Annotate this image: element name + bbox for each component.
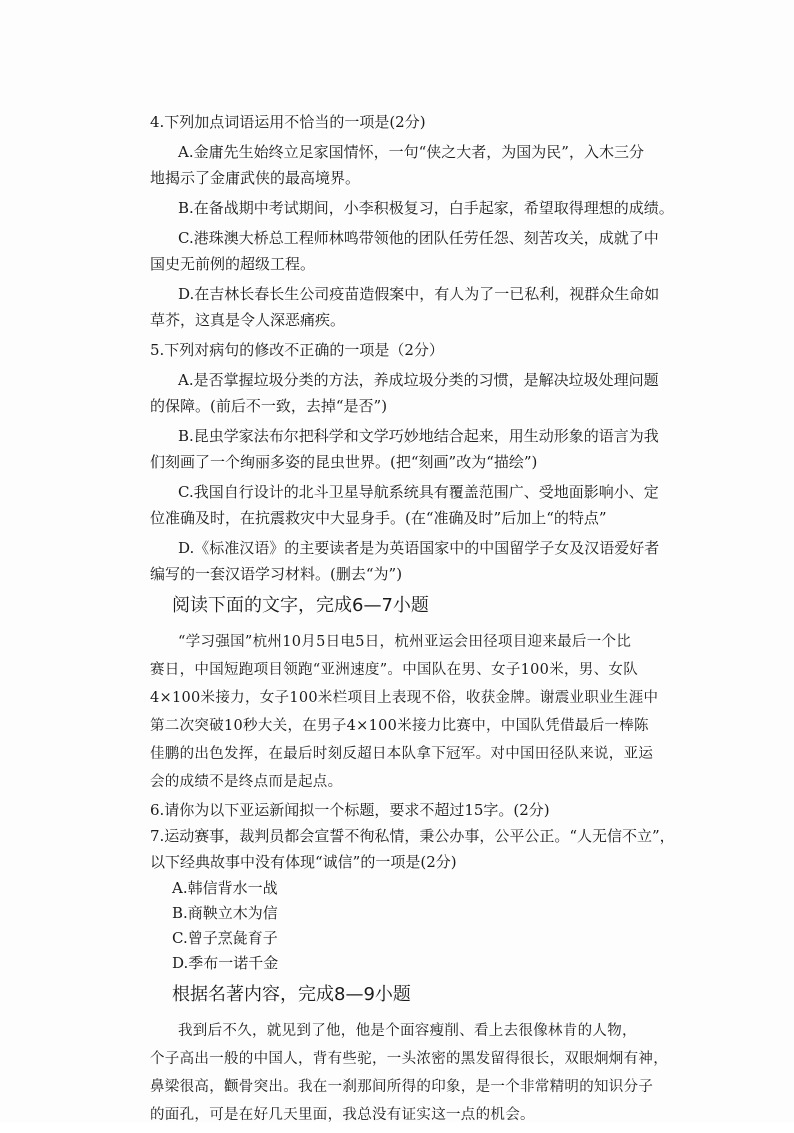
q4-option-a: A.金庸先生始终立足家国情怀，一句“侠之大者，为国为民”，入木三分 <box>178 143 644 161</box>
q4-option-b: B.在备战期中考试期间，小李积极复习，白手起家，希望取得理想的成绩。 <box>178 199 674 217</box>
q7-stem-cont: 以下经典故事中没有体现“诚信”的一项是(2分) <box>150 853 457 871</box>
section-title-classics: 根据名著内容，完成8—9小题 <box>172 984 411 1005</box>
q7-option-a: A.韩信背水一战 <box>172 879 278 897</box>
q4-option-d-cont: 草芥，这真是令人深恶痛疾。 <box>150 311 346 329</box>
q7-options <box>150 878 710 973</box>
q5-option-c-cont: 位准确及时，在抗震救灾中大显身手。(在“准确及时”后加上“的特点” <box>150 509 607 527</box>
q4-option-c-cont: 国史无前例的超级工程。 <box>150 255 316 273</box>
q5-option-a-cont: 的保障。(前后不一致，去掉“是否”) <box>150 397 388 415</box>
q4-option-d: D.在吉林长春长生公司疫苗造假案中，有人为了一已私利，视群众生命如 <box>178 285 660 303</box>
q5-option-b: B.昆虫学家法布尔把科学和文学巧妙地结合起来，用生动形象的语言为我 <box>178 427 659 445</box>
passage1-line: 佳鹏的出色发挥，在最后时刻反超日本队拿下冠军。对中国田径队来说，亚运 <box>150 746 654 762</box>
q4-option-a-cont: 地揭示了金庸武侠的最高境界。 <box>150 169 361 187</box>
q7-option-c: C.曾子烹彘育子 <box>172 929 278 947</box>
passage1-line: 第二次突破10秒大关，在男子4×100米接力比赛中，中国队凭借最后一棒陈 <box>150 718 649 734</box>
q4-stem: 4.下列加点词语运用不恰当的一项是(2分) <box>150 113 426 131</box>
q5-option-b-cont: 们刻画了一个绚丽多姿的昆虫世界。(把“刻画”改为“描绘”) <box>150 453 538 471</box>
q6-stem: 6.请你为以下亚运新闻拟一个标题，要求不超过15字。(2分) <box>150 801 550 819</box>
q5-option-a: A.是否掌握垃圾分类的方法，养成垃圾分类的习惯，是解决垃圾处理问题 <box>178 371 659 389</box>
exam-content <box>150 112 710 1133</box>
passage2-line: 个子高出一般的中国人，背有些驼，一头浓密的黑发留得很长，双眼炯炯有神， <box>150 1051 668 1067</box>
q5-stem: 5.下列对病句的修改不正确的一项是（2分） <box>150 341 444 359</box>
q5-option-d-cont: 编写的一套汉语学习材料。(删去“为”) <box>150 565 403 583</box>
passage2-line: 鼻梁很高，颧骨突出。我在一刹那间所得的印象，是一个非常精明的知识分子 <box>150 1079 654 1095</box>
q7-option-b: B.商鞅立木为信 <box>172 904 278 922</box>
q5-option-d: D.《标准汉语》的主要读者是为英语国家中的中国留学子女及汉语爱好者 <box>178 539 660 557</box>
passage2-line: 的面孔，可是在好几天里面，我总没有证实这一点的机会。 <box>150 1107 535 1123</box>
q7-option-d: D.季布一诺千金 <box>172 954 279 972</box>
passage1-line: “学习强国”杭州10月5日电5日，杭州亚运会田径项目迎来最后一个比 <box>178 634 632 650</box>
passage1-line: 赛日，中国短跑项目领跑“亚洲速度”。中国队在男、女子100米，男、女队 <box>150 662 638 678</box>
q4-option-c: C.港珠澳大桥总工程师林鸣带领他的团队任劳任怨、刻苦攻关，成就了中 <box>178 229 659 247</box>
section-title-reading: 阅读下面的文字，完成6—7小题 <box>172 595 429 616</box>
passage1-line: 4×100米接力，女子100米栏项目上表现不俗，收获金牌。谢震业职业生涯中 <box>150 690 659 706</box>
passage1-line: 会的成绩不是终点而是起点。 <box>150 774 343 790</box>
q5-option-c: C.我国自行设计的北斗卫星导航系统具有覆盖范围广、受地面影响小、定 <box>178 483 659 501</box>
passage2-line: 我到后不久，就见到了他，他是个面容瘦削、看上去很像林肯的人物， <box>178 1023 637 1039</box>
q7-stem: 7.运动赛事，裁判员都会宣誓不徇私情，秉公办事，公平公正。“人无信不立”， <box>150 827 675 845</box>
